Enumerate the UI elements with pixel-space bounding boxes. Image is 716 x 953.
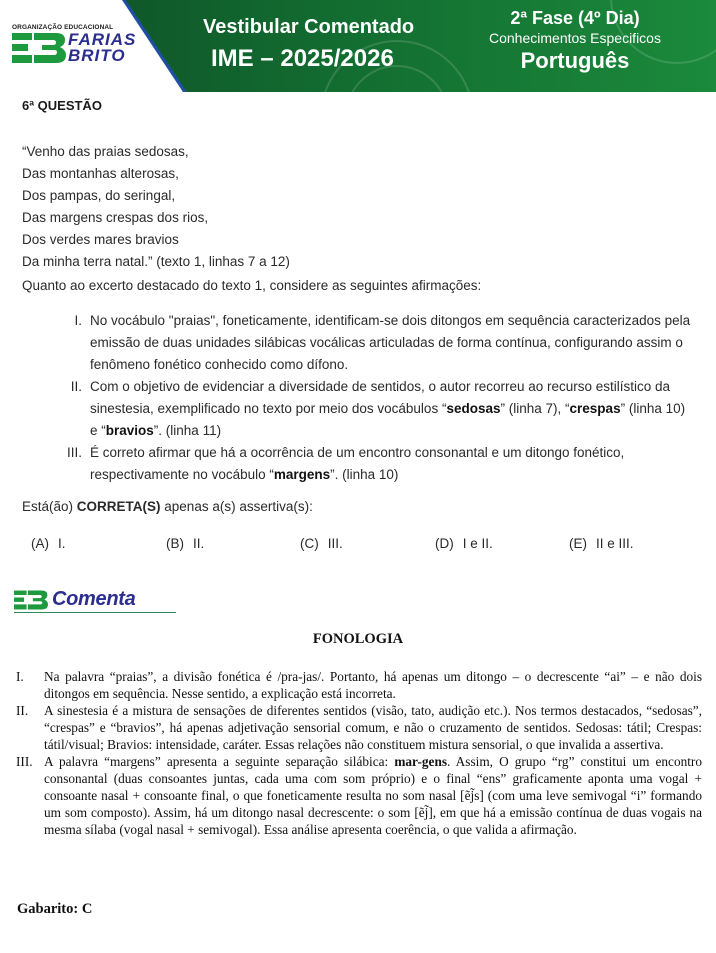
header-exam-info — [470, 6, 680, 76]
poem-excerpt — [22, 141, 290, 273]
comment-item — [16, 668, 702, 702]
option-letter: (A) — [31, 536, 49, 551]
poem-line: “Venho das praias sedosas, — [22, 144, 189, 159]
text-segment: A palavra “margens” apresenta a seguinte separação silábica: — [44, 754, 395, 769]
text-segment: . Assim, O grupo “rg” constitui um encontro consonantal (duas consoantes juntas, cada uma com som próprio) e o final “ens” graficamente aponta uma vogal + consoante nasal + consoante final, o que foneticamente resulta no som nasal [ẽj̃s] (com uma leve semivogal “i” formando um som composto). Assim, há um ditongo nasal decrescente: o som [ẽj̃], em que há a emissão contínua de duas vogais na mesma sílaba (vogal nasal + semivogal). Essa análise apresenta coerência, o que valida a afirmação. — [44, 754, 703, 837]
option-c — [300, 536, 343, 551]
highlighted-word: sedosas — [446, 401, 501, 416]
comments-list — [16, 668, 702, 838]
poem-line: Dos pampas, do seringal, — [22, 188, 176, 203]
header-subject-area: Conhecimentos Especificos — [489, 30, 661, 46]
statement-text — [90, 376, 695, 442]
text-segment: ”. (linha 11) — [153, 423, 222, 438]
comment-number: III. — [16, 754, 33, 769]
page-header — [0, 0, 716, 92]
option-letter: (D) — [435, 536, 454, 551]
poem-line: Das montanhas alterosas, — [22, 166, 179, 181]
answer-key: Gabarito: C — [17, 901, 93, 917]
highlighted-word: bravios — [105, 423, 154, 438]
farias-brito-logo — [12, 24, 137, 70]
logo-name-line1: FARIAS — [68, 30, 137, 49]
text-segment: Está(ão) — [22, 499, 77, 514]
highlighted-word: crespas — [569, 401, 621, 416]
header-title: Vestibular Comentado — [203, 16, 415, 38]
comment-text — [44, 753, 702, 838]
option-letter: (E) — [569, 536, 587, 551]
comenta-brand — [14, 588, 176, 614]
comment-number: I. — [16, 669, 24, 684]
statement-text: No vocábulo "praias", foneticamente, identificam-se dois ditongos em sequência caracterizados pela emissão de duas unidades silábicas vocálicas articuladas de forma contínua, configurando assim o fenômeno fonético conhecido como dífono. — [90, 313, 691, 372]
logo-org-label: ORGANIZAÇÃO EDUCACIONAL — [12, 24, 114, 31]
highlighted-word: mar-gens — [394, 754, 448, 769]
statement-number: III. — [66, 445, 82, 460]
option-b — [166, 536, 204, 551]
text-segment: ” (linha 10) e “ — [90, 401, 686, 438]
fb-logo-mark-icon — [12, 33, 66, 63]
option-d — [435, 536, 493, 551]
statement-number: I. — [74, 313, 82, 328]
option-text: I. — [58, 536, 66, 551]
highlighted-word: CORRETA(S) — [76, 499, 161, 514]
option-text: II e III. — [596, 536, 634, 551]
text-segment: ” (linha 7), “ — [500, 401, 570, 416]
option-text: I e II. — [462, 536, 493, 551]
option-a — [31, 536, 66, 551]
comment-item — [16, 702, 702, 753]
statements-list — [50, 310, 695, 486]
logo-name-line2: BRITO — [68, 46, 126, 65]
poem-line: Das margens crespas dos rios, — [22, 210, 209, 225]
statement-number: II. — [70, 379, 82, 394]
question-prompt — [22, 499, 313, 514]
text-segment: É correto afirmar que há a ocorrência de um encontro consonantal e um ditongo fonético, respectivamente no vocábulo “ — [90, 445, 625, 482]
statement-item — [50, 310, 695, 376]
poem-line: Da minha terra natal.” (texto 1, linhas 7 a 12) — [22, 254, 290, 269]
divider — [14, 612, 176, 613]
option-text: II. — [193, 536, 205, 551]
text-segment: apenas a(s) assertiva(s): — [160, 499, 313, 514]
statement-text — [90, 442, 695, 486]
section-title: FONOLOGIA — [312, 631, 404, 647]
highlighted-word: margens — [273, 467, 331, 482]
header-subject: Português — [520, 48, 630, 73]
text-segment: Com o objetivo de evidenciar a diversidade de sentidos, o autor recorreu ao recurso estilístico da sinestesia, exemplificado no texto por meio dos vocábulos “ — [90, 379, 671, 416]
comenta-label: Comenta — [52, 588, 136, 610]
fb-logo-mark-icon — [14, 590, 48, 610]
header-phase: 2ª Fase (4º Dia) — [510, 8, 640, 28]
comment-text: Na palavra “praias”, a divisão fonética é /pra-jas/. Portanto, há apenas um ditongo – o decrescente “ai” – e não dois ditongos em sequência. Nesse sentido, a explicação está incorreta. — [44, 669, 702, 701]
comment-item — [16, 753, 702, 838]
comment-text: A sinestesia é a mistura de sensações de diferentes sentidos (visão, tato, audição etc.). Nos termos destacados, “sedosas”, “crespas” e “bravios”, há apenas adjetivação sensorial comum, e não o cruzamento de sentidos. Sedosas: tátil; Crespas: tátil/visual; Bravios: intensidade, caráter. Essas relações não constituem mistura sensorial, o que invalida a assertiva. — [44, 703, 702, 752]
question-title: 6ª QUESTÃO — [22, 98, 102, 113]
option-letter: (B) — [166, 536, 184, 551]
statement-item — [50, 442, 695, 486]
gear-decoration-icon — [345, 65, 449, 169]
question-intro: Quanto ao excerto destacado do texto 1, considere as seguintes afirmações: — [22, 278, 482, 293]
comment-number: II. — [16, 703, 29, 718]
poem-line: Dos verdes mares bravios — [22, 232, 179, 247]
option-e — [569, 536, 634, 551]
answer-options — [31, 536, 711, 556]
header-exam-year: IME – 2025/2026 — [211, 45, 394, 72]
option-text: III. — [327, 536, 343, 551]
statement-item — [50, 376, 695, 442]
option-letter: (C) — [300, 536, 319, 551]
text-segment: ”. (linha 10) — [330, 467, 399, 482]
